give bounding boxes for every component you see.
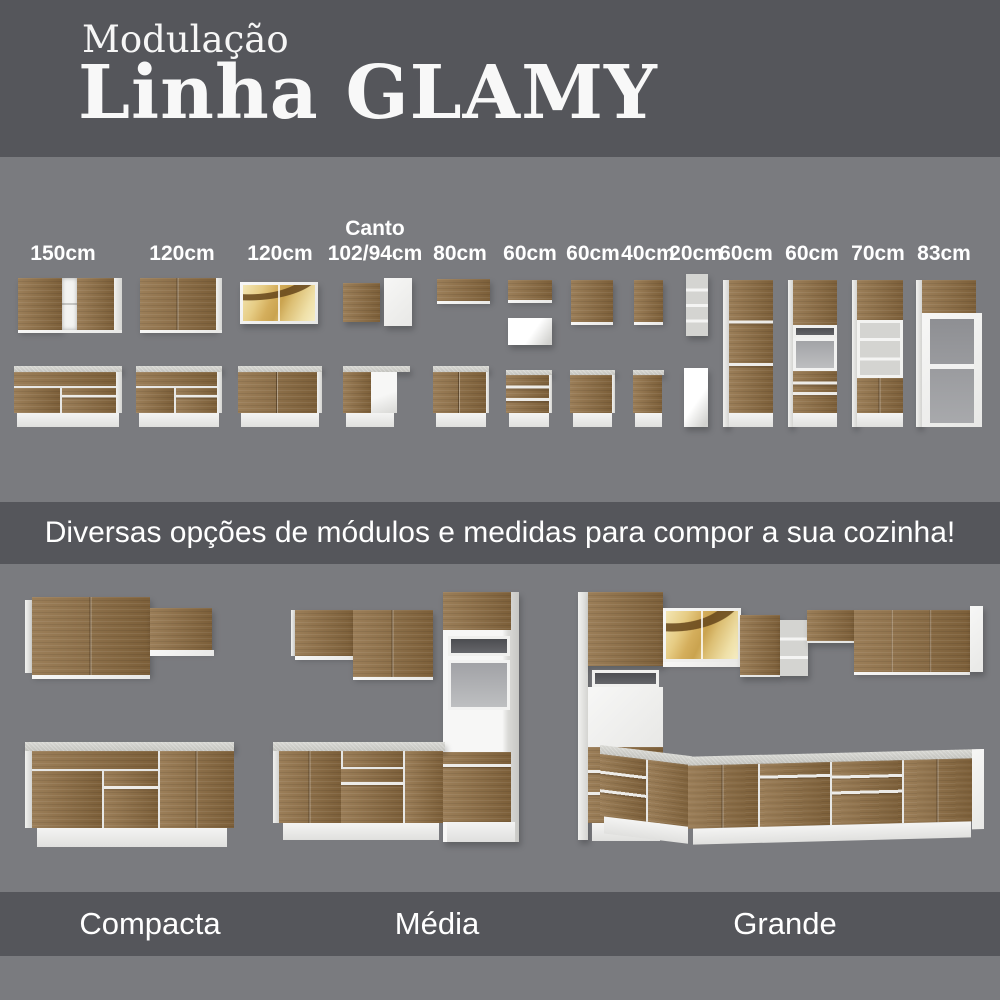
tall-70-open-shelves [857, 320, 903, 378]
grande-glass-doors [666, 611, 738, 659]
media-tower-plinth [447, 822, 515, 842]
corner-base-wood-door [343, 372, 371, 413]
wall-60-strip [508, 280, 552, 300]
base-120b-doors [238, 372, 317, 413]
tall-83-open-interior [930, 319, 974, 423]
tall-70-doors [857, 378, 903, 413]
base-150-drawer [14, 372, 116, 388]
module-label-80cm: 80cm [433, 242, 487, 265]
header-kicker: Modulação [82, 18, 289, 61]
grande-base-left-leg [600, 745, 692, 844]
grande-tower-side-panel [578, 592, 588, 840]
compacta-base-side-panel [25, 751, 32, 828]
corner-wall-wood-door [343, 283, 380, 322]
base-150-door-left [14, 388, 60, 413]
tall-60b-open-niche [793, 338, 837, 371]
wall-150-end-panel [114, 278, 122, 330]
media-plinth [283, 823, 439, 840]
module-label-70cm: 70cm [851, 242, 905, 265]
wall-60-door [571, 280, 613, 322]
kitchen-name-compacta: Compacta [79, 906, 221, 941]
module-label-60cm-a: 60cm [503, 242, 557, 265]
media-base-drawer-door [341, 769, 403, 823]
grande-base-right-doors-2 [902, 758, 972, 823]
banner-text: Diversas opções de módulos e medidas para compor a sua cozinha! [44, 516, 956, 549]
grande-hood-cabinet [807, 610, 854, 643]
wall-80-bottom-edge [437, 301, 490, 304]
compacta-countertop [25, 742, 234, 751]
wall-40-door-edge [634, 322, 663, 325]
module-label-20cm: 20cm [669, 242, 723, 265]
grande-wall-run [854, 610, 970, 672]
module-label-150cm: 150cm [30, 242, 96, 265]
base-120b-end-panel [317, 372, 322, 413]
wall-glass-doors [243, 285, 315, 321]
media-base-door-right [403, 751, 443, 823]
tall-83-top-panel [922, 280, 976, 313]
module-label-40cm: 40cm [621, 242, 675, 265]
grande-glass-shelf [663, 662, 741, 667]
module-label-canto-line2: 102/94cm [327, 242, 423, 265]
media-tower-open-niche [448, 660, 510, 710]
page-title: Linha GLAMY [78, 50, 658, 136]
media-base-drawer [341, 751, 403, 769]
base-120a-door-right [174, 388, 217, 413]
base-40-door [633, 375, 662, 413]
compacta-wall-side-panel [25, 600, 32, 673]
compacta-wall-cabinet [32, 597, 150, 675]
wall-150-bottom-edge [18, 330, 122, 333]
kitchen-name-media: Média [394, 906, 480, 941]
compacta-base-door-left [32, 771, 102, 828]
module-label-60cm-d: 60cm [785, 242, 839, 265]
grande-tower-top-door [588, 592, 663, 666]
media-wall-cabinet-mid [353, 610, 433, 677]
compacta-wall-cabinet-right [150, 608, 212, 650]
wall-120-doors [140, 278, 216, 330]
grande-tower-mid-panel [588, 687, 663, 747]
grande-base-left-door [646, 760, 692, 828]
base-120a-drawer [136, 372, 217, 388]
base-60-drawers [506, 375, 549, 413]
media-wall-shelf [295, 656, 353, 660]
media-base-doors-left [279, 751, 341, 823]
wall-150-door-right [77, 278, 114, 330]
media-countertop [273, 742, 445, 751]
compacta-base-drawer-door [102, 771, 158, 828]
base-60-door [570, 375, 612, 413]
grande-base-left-drawers [600, 754, 646, 822]
grande-wall-cabinet-corner [740, 615, 780, 677]
base-120a-end-panel [217, 372, 222, 413]
compacta-base-doors-right [158, 751, 234, 828]
tall-60a-plinth [729, 413, 773, 427]
grande-tower-niche-slot [592, 670, 659, 687]
grande-corner-open-shelf [780, 620, 808, 676]
module-label-83cm: 83cm [917, 242, 971, 265]
compacta-wall-shelf [150, 650, 214, 656]
module-label-60cm-c: 60cm [719, 242, 773, 265]
corner-base-plinth [346, 413, 394, 427]
module-label-120cm-a: 120cm [149, 242, 215, 265]
wall-120-bottom-edge [140, 330, 222, 333]
base-80-plinth [436, 413, 486, 427]
module-label-canto-line1: Canto [345, 217, 405, 240]
base-60-door-plinth [573, 413, 612, 427]
base-80-end-panel [486, 372, 489, 413]
compacta-plinth [37, 828, 227, 847]
compacta-base-drawer [32, 751, 158, 771]
base-120b-plinth [241, 413, 319, 427]
wall-150-open-shelf [62, 278, 77, 330]
grande-wall-run-edge [854, 672, 970, 675]
module-label-60cm-b: 60cm [566, 242, 620, 265]
base-150-end-panel [116, 372, 122, 413]
media-tower-niche-slot [448, 636, 510, 656]
tall-70-top-panel [857, 280, 903, 320]
base-80-doors [433, 372, 486, 413]
base-150-door-right [60, 388, 116, 413]
wall-60-open-box [508, 318, 552, 345]
kitchen-name-grande: Grande [733, 906, 837, 941]
media-tower-top-door [443, 592, 511, 630]
base-60-drawers-end-panel [549, 375, 552, 413]
grande-wall-end-panel [970, 606, 983, 672]
grande-base-right-drawer-door [758, 762, 830, 827]
media-wall-bottom-edge [353, 677, 433, 680]
wall-80-strip [437, 279, 490, 301]
tall-60b-niche-slot [793, 325, 837, 338]
base-120a-door-left [136, 388, 174, 413]
wall-150-door-left [18, 278, 62, 330]
base-40-plinth [635, 413, 662, 427]
base-60-drawers-plinth [509, 413, 549, 427]
open-shelf-tower-upper [686, 274, 708, 336]
base-60-door-end-panel [612, 375, 615, 413]
grande-base-right-doors-1 [688, 764, 758, 829]
tall-60b-drawers [793, 371, 837, 413]
compacta-wall-bottom-edge [32, 675, 150, 679]
grande-base-right-drawers [830, 760, 902, 825]
open-base-niche-20 [684, 368, 708, 427]
media-tower-base-door [443, 752, 511, 822]
tall-70-plinth [857, 413, 903, 427]
footer-background [0, 956, 1000, 1000]
corner-wall-white-door [384, 278, 412, 326]
tall-60b-top-door [793, 280, 837, 325]
wall-60-strip-edge [508, 300, 552, 303]
grande-base-right-end-panel [972, 749, 984, 829]
wall-60-door-edge [571, 322, 613, 325]
corner-base-white-door [371, 372, 397, 413]
base-150-plinth [17, 413, 119, 427]
tall-60a-doors [729, 280, 773, 413]
wall-120-end-panel [216, 278, 222, 330]
module-label-120cm-b: 120cm [247, 242, 313, 265]
tall-60b-plinth [793, 413, 837, 427]
base-120a-plinth [139, 413, 219, 427]
wall-40-door [634, 280, 663, 322]
media-wall-cabinet-left [295, 610, 353, 656]
grande-base-right-leg [688, 749, 984, 845]
